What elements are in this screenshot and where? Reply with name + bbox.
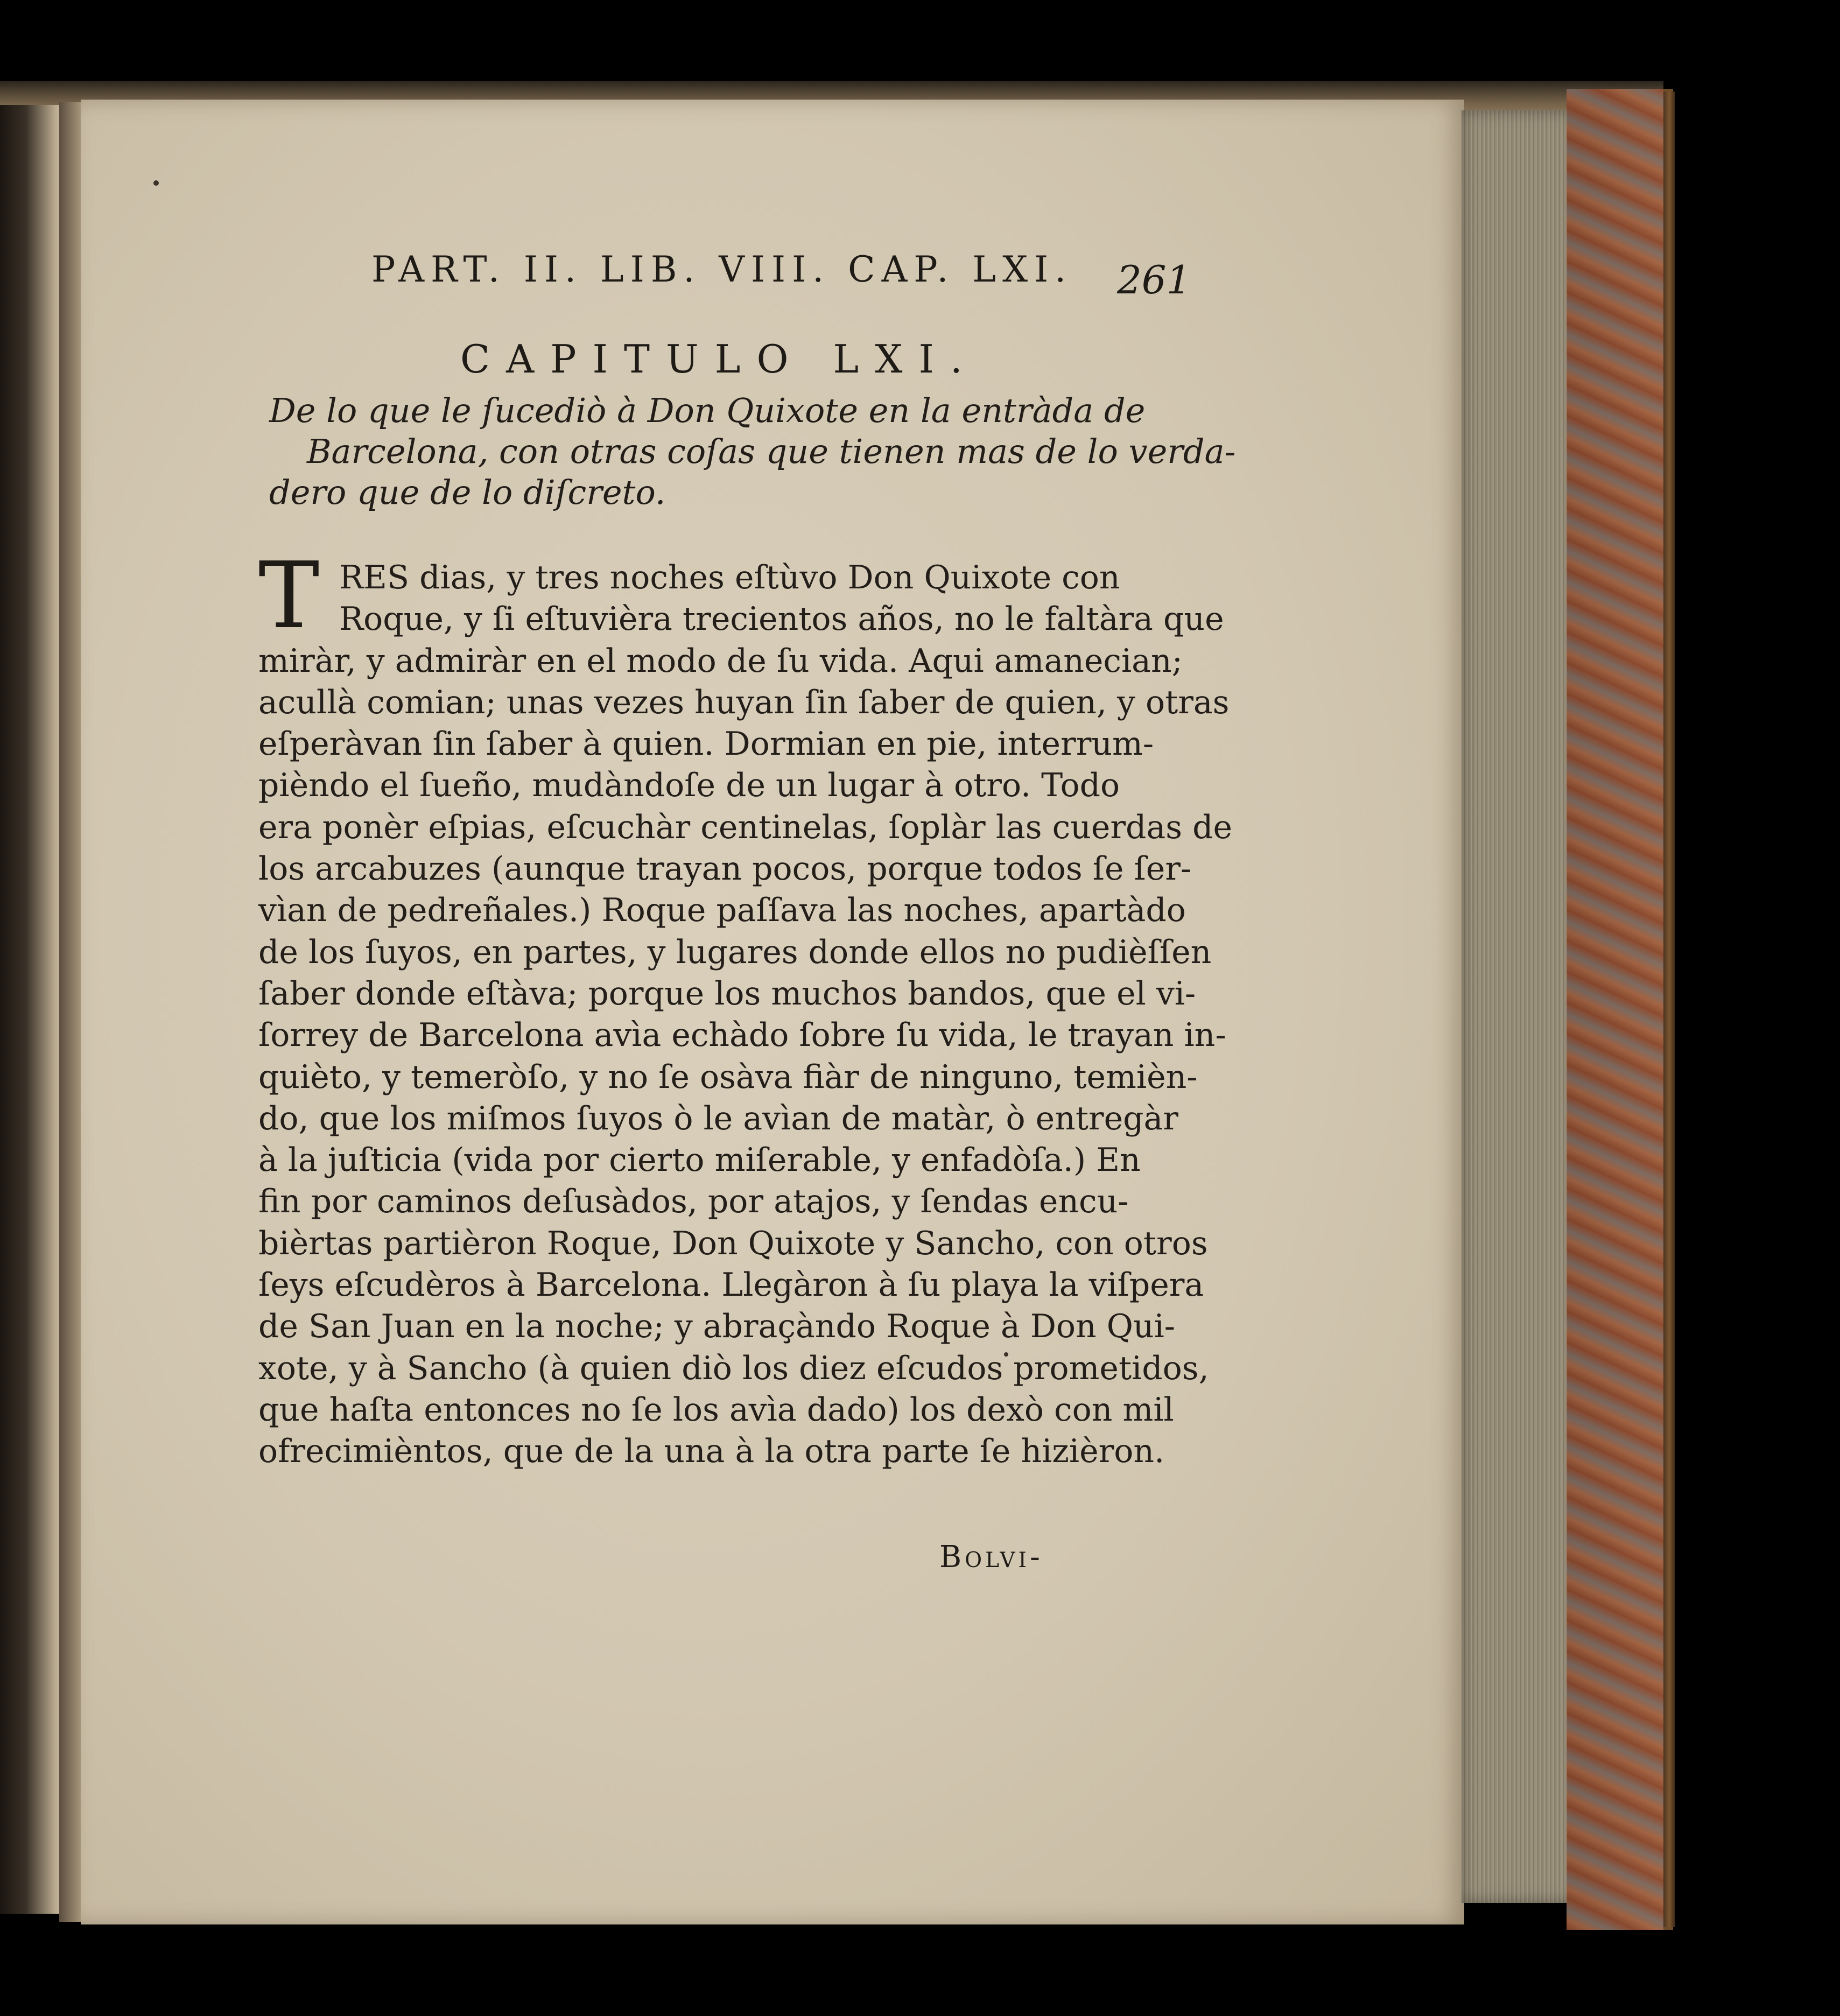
body-line: xote, y à Sancho (à quien diò los diez eſcudos prometidos,	[258, 1349, 1209, 1387]
body-line: miràr, y admiràr en el modo de ſu vida. Aqui amanecian;	[258, 642, 1183, 680]
page-number: 261	[1117, 257, 1191, 303]
body-line: era ponèr eſpias, eſcuchàr centinelas, ſoplàr las cuerdas de	[258, 808, 1232, 846]
body-line: RES dias, y tres noches eſtùvo Don Quixote con	[339, 559, 1120, 596]
body-line: fin por caminos deſusàdos, por atajos, y ſendas encu-	[258, 1183, 1129, 1221]
body-line: ſaber donde eſtàva; porque los muchos bandos, que el vi-	[258, 974, 1196, 1013]
summary-line: De lo que le ſucediò à Don Quixote en la entràda de	[269, 391, 1146, 430]
body-line: acullà comian; unas vezes huyan ſin ſaber de quien, y otras	[258, 683, 1230, 721]
drop-cap: T	[258, 543, 320, 649]
catchword: Bolvi-	[939, 1540, 1043, 1575]
page-block-edges	[1462, 110, 1577, 1903]
body-line: de San Juan en la noche; y abraçàndo Roque à Don Qui-	[258, 1308, 1176, 1346]
body-line: à la juſticia (vida por cierto miſerable, y enfadòſa.) En	[258, 1141, 1141, 1179]
body-line: de los ſuyos, en partes, y lugares donde ellos no pudièſſen	[258, 933, 1212, 971]
body-line: do, que los miſmos ſuyos ò le avìan de matàr, ò entregàr	[258, 1099, 1178, 1137]
marbled-cover	[1567, 89, 1673, 1930]
ink-speck	[153, 180, 159, 186]
summary-line: Barcelona, con otras coſas que tienen mas de lo verda-	[307, 432, 1236, 471]
body-line: bièrtas partièron Roque, Don Quixote y Sancho, con otros	[258, 1224, 1208, 1262]
body-line: ſorrey de Barcelona avìa echàdo ſobre ſu vida, le trayan in-	[258, 1016, 1226, 1055]
cover-leather-edge	[1663, 92, 1675, 1927]
body-line: vìan de pedreñales.) Roque paſſava las noches, apartàdo	[258, 891, 1186, 930]
running-head: PART. II. LIB. VIII. CAP. LXI.	[371, 249, 1073, 290]
body-line: ſeys eſcudèros à Barcelona. Llegàron à ſu playa la viſpera	[258, 1266, 1204, 1304]
body-line: pièndo el ſueño, mudàndoſe de un lugar à otro. Todo	[258, 767, 1120, 805]
previous-page-edge	[0, 105, 65, 1914]
body-line: los arcabuzes (aunque trayan pocos, porque todos ſe ſer-	[258, 850, 1192, 888]
body-line: ofrecimièntos, que de la una à la otra parte ſe hizièron.	[258, 1432, 1165, 1471]
body-text	[258, 543, 1232, 1473]
chapter-title: CAPITULO LXI.	[460, 336, 979, 382]
chapter-summary	[269, 390, 1236, 513]
body-line: que haſta entonces no ſe los avìa dado) los dexò con mil	[258, 1390, 1174, 1429]
body-line: eſperàvan ſin ſaber à quien. Dormian en pie, interrum-	[258, 725, 1154, 763]
body-line: Roque, y ſi eſtuvièra trecientos años, no le faltàra que	[339, 600, 1224, 638]
body-line: quièto, y temeròſo, y no ſe osàva fiàr de ninguno, temièn-	[258, 1058, 1198, 1096]
summary-line: dero que de lo diſcreto.	[269, 473, 666, 512]
